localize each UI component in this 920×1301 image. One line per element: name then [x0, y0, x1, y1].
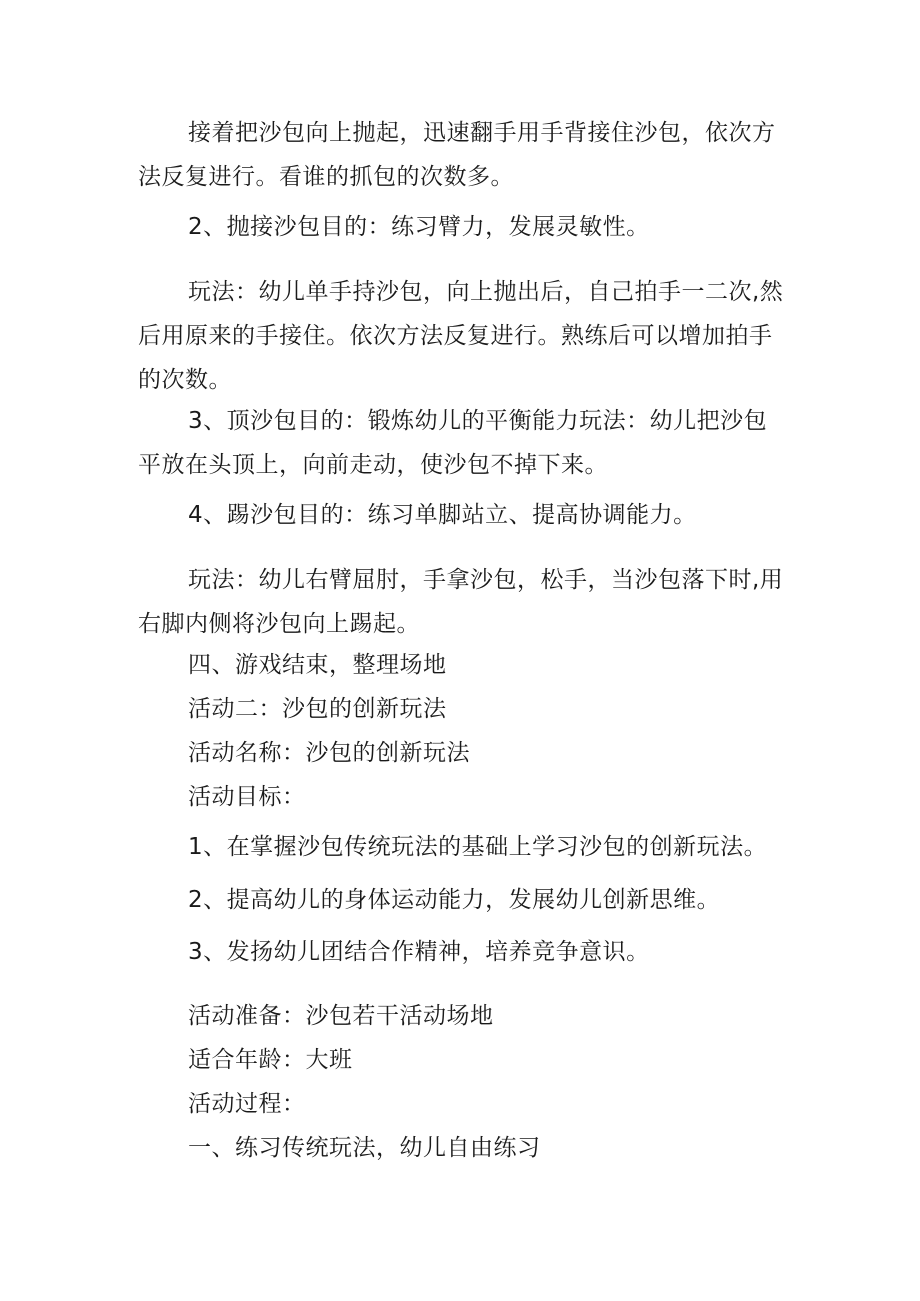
paragraph-throw-catch-goal: 2、抛接沙包目的：练习臂力，发展灵敏性。	[188, 214, 650, 240]
paragraph-catch-sandbag: 接着把沙包向上抛起，迅速翻手用手背接住沙包，依次方法反复进行。看谁的抓包的次数多。	[138, 120, 776, 190]
paragraph-goal-3: 3、发扬幼儿团结合作精神，培养竞争意识。	[188, 939, 650, 965]
paragraph-game-end: 四、游戏结束，整理场地	[188, 652, 447, 678]
paragraph-throw-catch-method: 玩法：幼儿单手持沙包，向上抛出后，自己拍手一二次,然后用原来的手接住。依次方法反复进行。熟练后可以增加拍手的次数。	[138, 279, 784, 393]
paragraph-age: 适合年龄：大班	[188, 1047, 353, 1073]
paragraph-activity-goals: 活动目标：	[188, 784, 306, 810]
paragraph-activity-two: 活动二：沙包的创新玩法	[188, 696, 447, 722]
paragraph-head-balance: 3、顶沙包目的：锻炼幼儿的平衡能力玩法：幼儿把沙包平放在头顶上，向前走动，使沙包不掉下来。	[138, 408, 768, 478]
paragraph-activity-name: 活动名称：沙包的创新玩法	[188, 740, 470, 766]
paragraph-kick-goal: 4、踢沙包目的：练习单脚站立、提高协调能力。	[188, 502, 697, 528]
paragraph-kick-method: 玩法：幼儿右臂屈肘，手拿沙包，松手，当沙包落下时,用右脚内侧将沙包向上踢起。	[138, 567, 784, 637]
paragraph-preparation: 活动准备：沙包若干活动场地	[188, 1003, 494, 1029]
paragraph-process: 活动过程：	[188, 1091, 306, 1117]
paragraph-goal-2: 2、提高幼儿的身体运动能力，发展幼儿创新思维。	[188, 887, 721, 913]
paragraph-step-one: 一、练习传统玩法，幼儿自由练习	[188, 1135, 541, 1161]
paragraph-goal-1: 1、在掌握沙包传统玩法的基础上学习沙包的创新玩法。	[188, 834, 768, 860]
